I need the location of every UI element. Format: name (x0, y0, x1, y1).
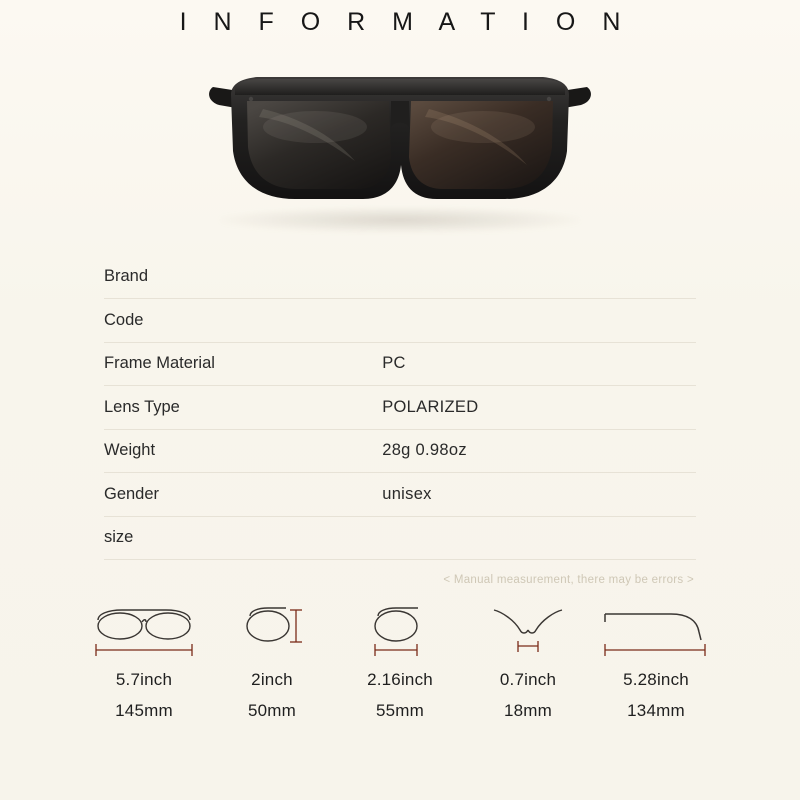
dimension-inch: 5.7inch (115, 670, 173, 689)
dimension-item (469, 600, 587, 721)
dimension-inch: 5.28inch (623, 670, 689, 689)
dimension-inch: 2.16inch (367, 670, 433, 689)
spec-label: Frame Material (104, 342, 382, 386)
dimension-mm: 55mm (375, 701, 425, 720)
dimension-mm: 18mm (503, 701, 553, 720)
dimension-mm: 50mm (247, 701, 297, 720)
specification-table (104, 255, 696, 560)
measurement-disclaimer: < Manual measurement, there may be errors > (443, 574, 694, 586)
spec-label: Brand (104, 255, 382, 299)
bridge-width-icon (469, 600, 587, 662)
spec-value: 28g 0.98oz (382, 429, 696, 473)
product-image (0, 55, 800, 255)
dimension-item (213, 600, 331, 721)
table-row (104, 255, 696, 299)
table-row (104, 429, 696, 473)
dimension-item (341, 600, 459, 721)
spec-label: Lens Type (104, 386, 382, 430)
dimension-inch: 2inch (251, 670, 293, 689)
spec-value: POLARIZED (382, 386, 696, 430)
dimension-item (85, 600, 203, 721)
dimension-mm: 134mm (627, 701, 685, 720)
dimension-row (85, 600, 715, 721)
spec-label: Gender (104, 473, 382, 517)
spec-value (382, 516, 696, 560)
temple-length-icon (597, 600, 715, 662)
table-row (104, 516, 696, 560)
lens-height-icon (213, 600, 331, 662)
table-row (104, 473, 696, 517)
table-row (104, 299, 696, 343)
dimension-mm: 145mm (115, 701, 173, 720)
spec-label: Weight (104, 429, 382, 473)
spec-label: size (104, 516, 382, 560)
table-row (104, 342, 696, 386)
sunglasses-icon (205, 65, 595, 215)
spec-value: unisex (382, 473, 696, 517)
spec-value: PC (382, 342, 696, 386)
spec-label: Code (104, 299, 382, 343)
spec-value (382, 299, 696, 343)
spec-value (382, 255, 696, 299)
dimension-inch: 0.7inch (499, 670, 557, 689)
table-row (104, 386, 696, 430)
lens-width-icon (341, 600, 459, 662)
page-title: I N F O R M A T I O N (179, 8, 631, 36)
full-frame-width-icon (85, 600, 203, 662)
dimension-item (597, 600, 715, 721)
